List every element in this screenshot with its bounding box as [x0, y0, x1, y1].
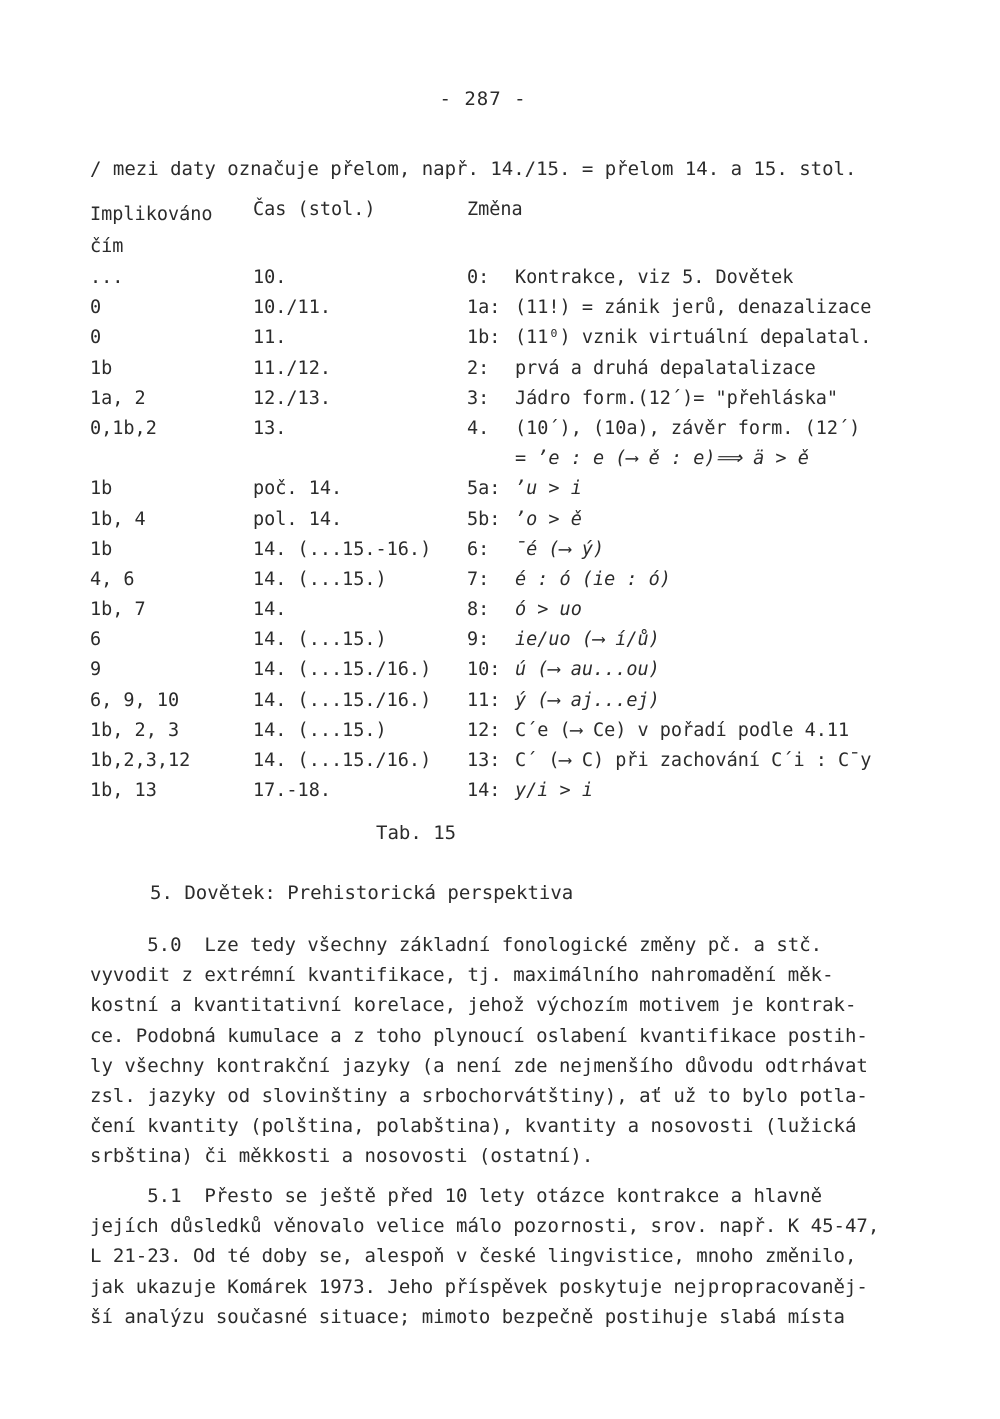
cell-implied: ... [90, 267, 124, 288]
cell-implied: 1b, 13 [90, 780, 157, 802]
cell-change-number: 9: [467, 629, 490, 651]
paragraph-line: zsl. jazyky od slovinštiny a srbochorvátštiny), ať už to bylo potla- [90, 1085, 868, 1108]
table-row [90, 293, 920, 323]
cell-change-number: 13: [467, 750, 501, 771]
table-row [90, 323, 920, 353]
cell-time: 10./11. [253, 297, 331, 319]
table-row [90, 414, 920, 444]
cell-change-number: 14: [467, 780, 501, 802]
cell-change-number: 1a: [467, 297, 501, 319]
cell-time: 12./13. [253, 387, 331, 409]
cell-change: (11!) = zánik jerů, denazalizace [515, 297, 872, 319]
cell-change-number: 4. [467, 417, 490, 439]
cell-time: 11. [253, 327, 287, 349]
cell-change: (11⁰) vznik virtuální depalatal. [515, 327, 872, 349]
paragraph-line: kostní a kvantitativní korelace, jehož výchozím motivem je kontrak- [90, 994, 857, 1017]
cell-change-number: 2: [467, 357, 490, 379]
cell-implied: 0 [90, 297, 102, 319]
paragraph-line: srbština) či měkkosti a nosovosti (ostatní). [90, 1145, 594, 1168]
paragraph-line: 5.1 Přesto se ještě před 10 lety otázce kontrakce a hlavně [90, 1185, 823, 1207]
cell-change-number: 1b: [467, 327, 501, 349]
cell-change: ú (⟶ au...ou) [515, 659, 660, 681]
table-row [90, 444, 920, 474]
table-body [90, 263, 920, 806]
page-number: - 287 - [439, 88, 527, 110]
cell-change: é : ó (ie : ó) [515, 568, 671, 590]
paragraph-line: ly všechny kontrakční jazyky (a není zde nejmenšího důvodu odtrhávat [90, 1054, 868, 1077]
cell-change: ʼu > i [515, 478, 582, 500]
cell-change-number: 10: [467, 659, 501, 681]
table-row [90, 686, 920, 716]
cell-time: 13. [253, 417, 287, 439]
cell-change: C´ (⟶ C) při zachování C´i : C¯y [515, 750, 872, 771]
cell-time: 14. (...15.) [253, 568, 387, 590]
cell-change-number: 0: [467, 267, 490, 288]
table-row [90, 263, 920, 293]
cell-implied: 6, 9, 10 [90, 689, 180, 711]
cell-change: ie/uo (⟶ í/ů) [515, 629, 660, 651]
cell-change-number: 12: [467, 719, 501, 741]
cell-implied: 0 [90, 327, 102, 349]
cell-implied: 1a, 2 [90, 387, 146, 409]
table-row [90, 655, 920, 685]
section-heading: 5. Dovětek: Prehistorická perspektiva [150, 882, 574, 904]
cell-time: 14. (...15.) [253, 629, 387, 651]
cell-change-number: 5b: [467, 508, 501, 530]
paragraph-line: čení kvantity (polština, polabština), kvantity a nosovosti (lužická [90, 1115, 857, 1138]
cell-time: 14. (...15./16.) [253, 659, 432, 681]
cell-time: 10. [253, 267, 287, 288]
table-row [90, 565, 920, 595]
table-row [90, 746, 920, 776]
table-row [90, 625, 920, 655]
cell-implied: 6 [90, 629, 102, 651]
cell-change: ʼo > ě [515, 508, 582, 530]
table-row [90, 535, 920, 565]
paragraph-line: vyvodit z extrémní kvantifikace, tj. maximálního nahromadění měk- [90, 964, 834, 987]
cell-implied: 1b [90, 357, 113, 379]
header-time: Čas (stol.) [253, 199, 376, 220]
cell-change: Kontrakce, viz 5. Dovětek [515, 267, 794, 288]
cell-change: ý (⟶ aj...ej) [515, 689, 660, 711]
table-row [90, 384, 920, 414]
table-caption: Tab. 15 [376, 822, 457, 844]
cell-change-number: 5a: [467, 478, 501, 500]
cell-change: = ʼe : e (⟶ ě : e)⟹ ä > ě [515, 448, 809, 470]
table-row [90, 595, 920, 625]
cell-change-number: 11: [467, 689, 501, 711]
cell-time: 17.-18. [253, 780, 331, 802]
cell-time: pol. 14. [253, 508, 343, 530]
table-row [90, 505, 920, 535]
paragraph-line: ce. Podobná kumulace a z toho plynoucí oslabení kvantifikace postih- [90, 1024, 868, 1047]
table-row [90, 776, 920, 806]
cell-change-number: 3: [467, 387, 490, 409]
cell-change-number: 8: [467, 599, 490, 621]
cell-change: y/i > i [515, 780, 593, 802]
paragraph-line: jejích důsledků věnovalo velice málo pozornosti, srov. např. K 45-47, [90, 1215, 880, 1238]
paragraph-line: ší analýzu současné situace; mimoto bezpečně postihuje slabá místa [90, 1305, 845, 1328]
cell-change-number: 7: [467, 568, 490, 590]
cell-time: 11./12. [253, 357, 331, 379]
paragraph-5-0 [90, 930, 920, 1172]
paragraph-line: 5.0 Lze tedy všechny základní fonologické změny pč. a stč. [90, 934, 823, 956]
cell-implied: 1b, 4 [90, 508, 146, 530]
table-note: / mezi daty označuje přelom, např. 14./15. = přelom 14. a 15. stol. [90, 158, 857, 180]
cell-time: 14. [253, 599, 287, 621]
table-header [90, 197, 920, 257]
cell-implied: 1b, 7 [90, 599, 146, 621]
cell-time: 14. (...15./16.) [253, 750, 432, 771]
cell-implied: 1b [90, 478, 113, 500]
cell-change: ¯é (⟶ ý) [515, 538, 605, 560]
cell-implied: 1b [90, 538, 113, 560]
cell-change: (10´), (10a), závěr form. (12´) [515, 417, 861, 439]
cell-implied: 1b, 2, 3 [90, 719, 180, 741]
cell-change: C´e (⟶ Ce) v pořadí podle 4.11 [515, 719, 850, 741]
cell-implied: 9 [90, 659, 102, 681]
cell-implied: 4, 6 [90, 568, 135, 590]
header-implied: Implikováno čím [90, 204, 213, 257]
cell-implied: 0,1b,2 [90, 417, 157, 439]
cell-time: 14. (...15./16.) [253, 689, 432, 711]
table-row [90, 716, 920, 746]
cell-time: 14. (...15.) [253, 719, 387, 741]
cell-time: poč. 14. [253, 478, 343, 500]
paragraph-line: L 21-23. Od té doby se, alespoň v české lingvistice, mnoho změnilo, [90, 1245, 857, 1268]
cell-change: prvá a druhá depalatalizace [515, 357, 816, 379]
table-row [90, 474, 920, 504]
cell-implied: 1b,2,3,12 [90, 750, 191, 771]
cell-time: 14. (...15.-16.) [253, 538, 432, 560]
table-row [90, 354, 920, 384]
paragraph-5-1 [90, 1181, 920, 1332]
header-change: Změna [467, 199, 523, 220]
cell-change: ó > uo [515, 599, 582, 621]
cell-change-number: 6: [467, 538, 490, 560]
cell-change: Jádro form.(12´)= "přehláska" [515, 387, 839, 409]
paragraph-line: jak ukazuje Komárek 1973. Jeho příspěvek poskytuje nejpropracovaněj- [90, 1275, 868, 1298]
